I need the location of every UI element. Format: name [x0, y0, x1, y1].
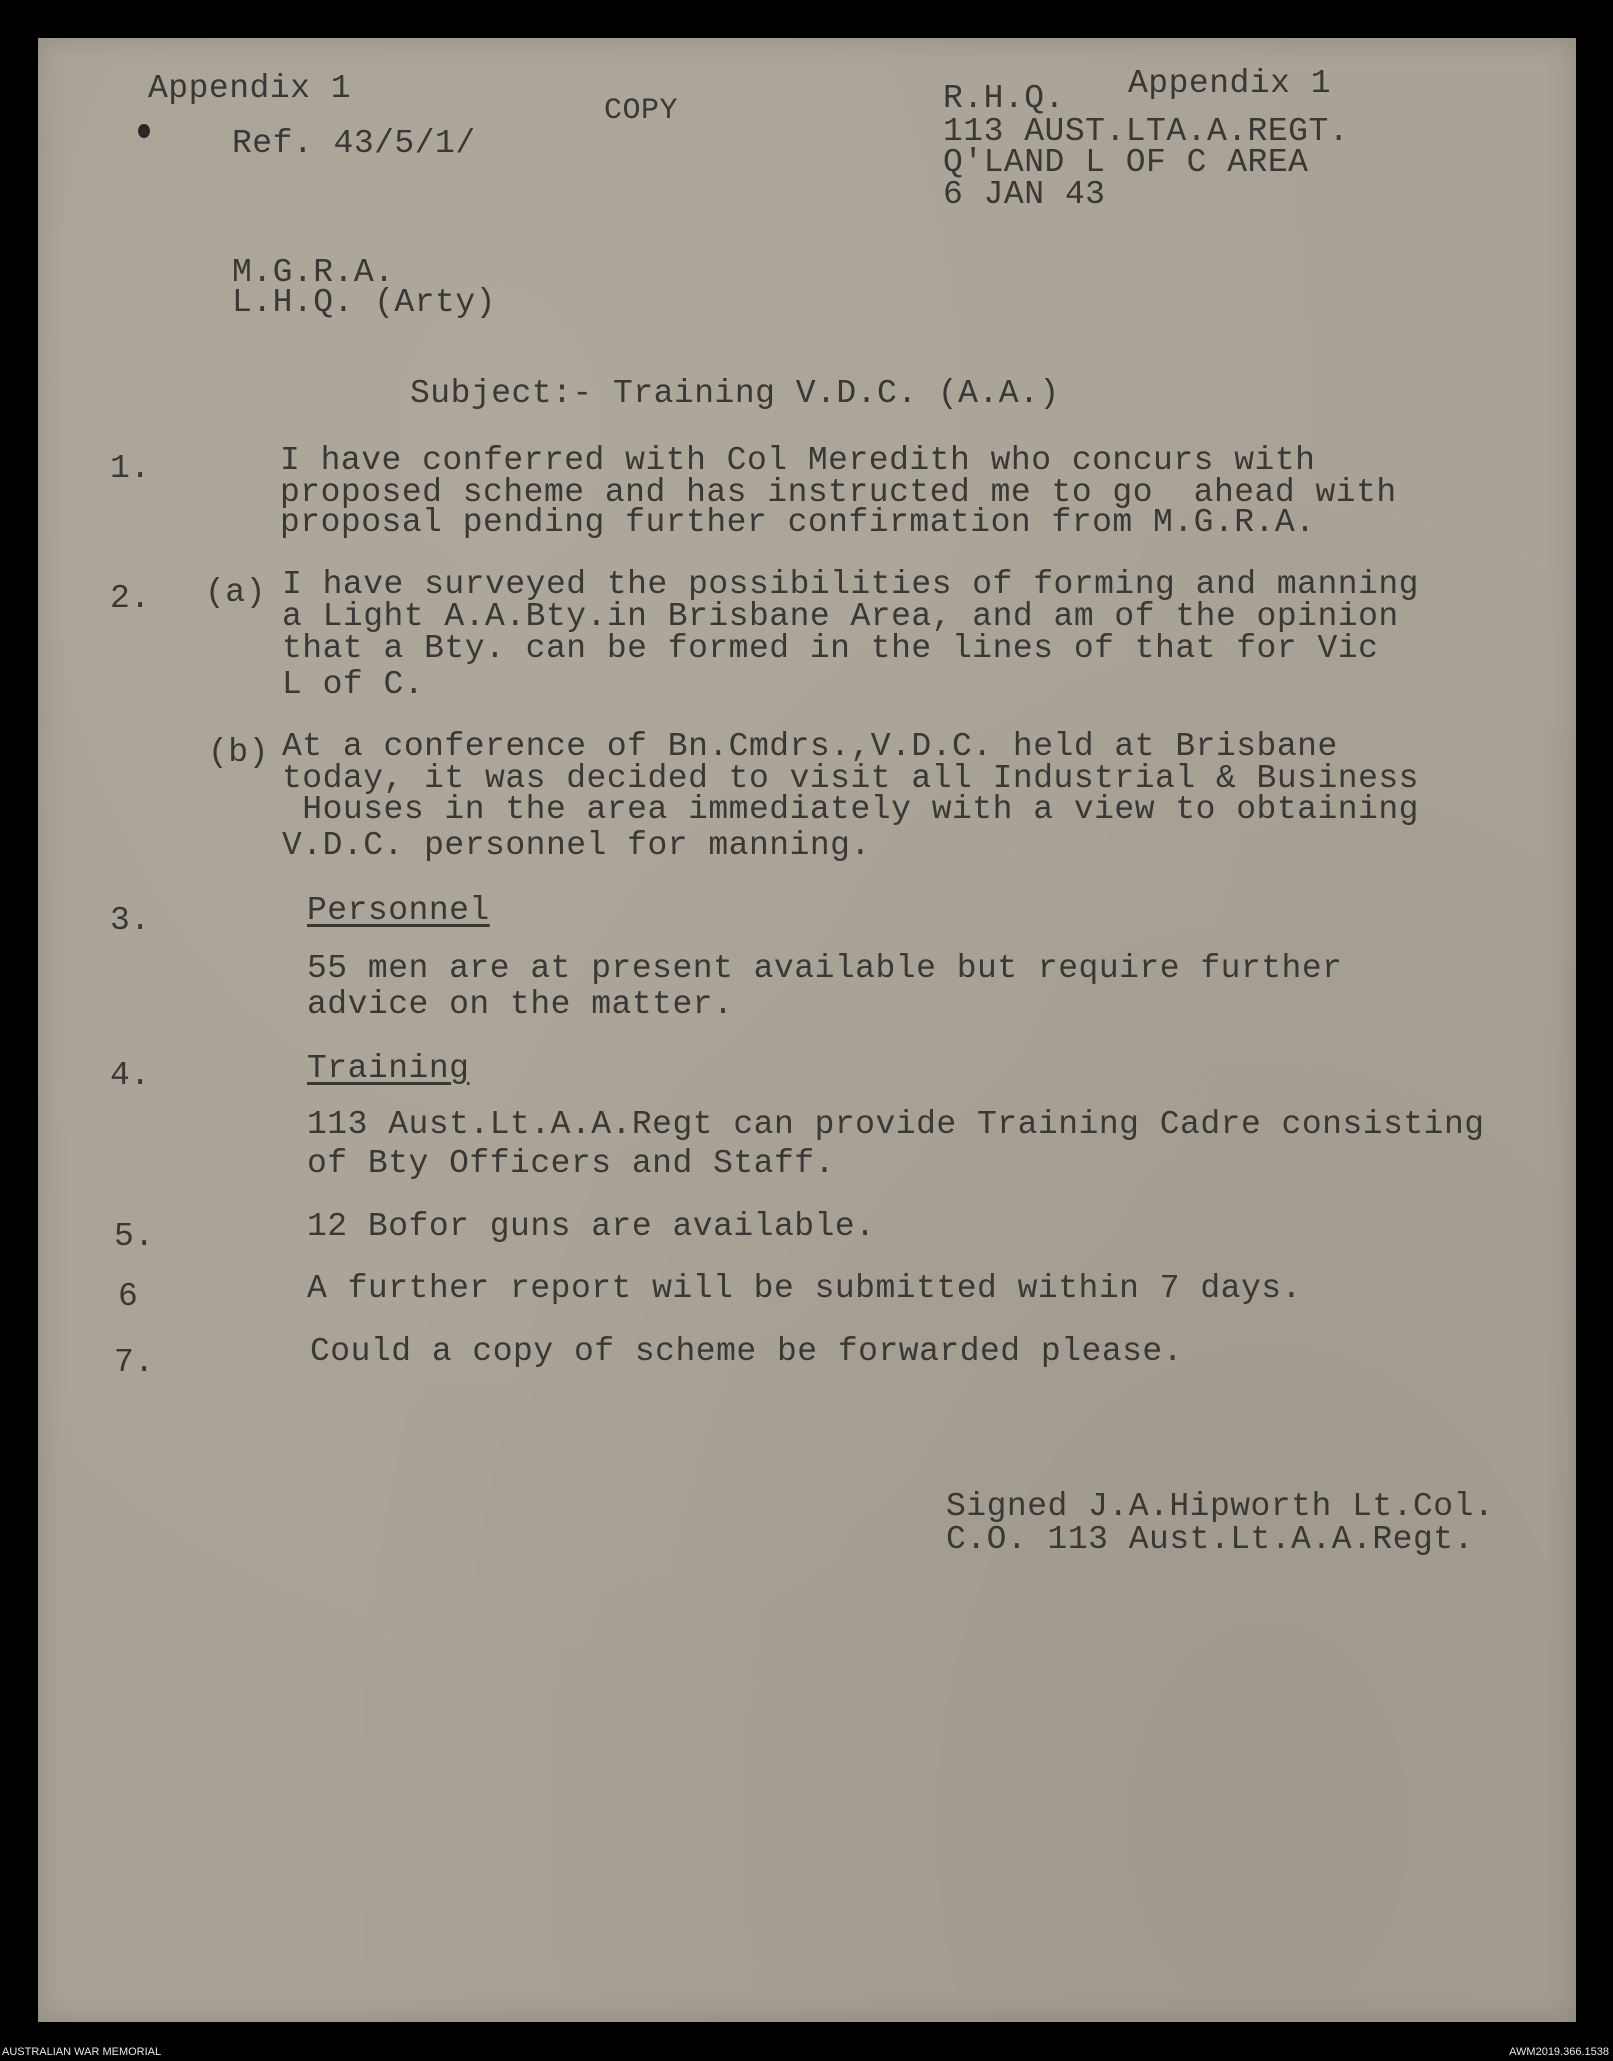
- paragraph-number: 2.: [110, 580, 151, 617]
- paragraph-line: I have surveyed the possibilities of forming and manning: [282, 566, 1419, 603]
- paragraph-line: I have conferred with Col Meredith who concurs with: [280, 442, 1316, 479]
- paragraph-line: a Light A.A.Bty.in Brisbane Area, and am of the opinion: [282, 598, 1399, 635]
- paragraph-line: proposal pending further confirmation from M.G.R.A.: [280, 504, 1316, 541]
- paragraph-line: At a conference of Bn.Cmdrs.,V.D.C. held at Brisbane: [282, 728, 1338, 765]
- paragraph-line: A further report will be submitted within 7 days.: [307, 1270, 1302, 1307]
- paragraph-number: 1.: [110, 450, 151, 487]
- paragraph-line: that a Bty. can be formed in the lines of that for Vic: [282, 630, 1379, 667]
- reference-number: Ref. 43/5/1/: [232, 125, 476, 162]
- copy-stamp: COPY: [604, 94, 679, 128]
- appendix-left: Appendix 1: [148, 70, 352, 107]
- section-heading-personnel: Personnel: [307, 892, 490, 929]
- archive-caption-right: AWM2019.366.1538: [1509, 2046, 1609, 2058]
- paragraph-line: L of C.: [282, 666, 425, 703]
- signature-line-1: Signed J.A.Hipworth Lt.Col.: [946, 1488, 1495, 1525]
- addressee-line-2: L.H.Q. (Arty): [232, 284, 496, 321]
- document-page: [38, 38, 1576, 2022]
- paragraph-line: Houses in the area immediately with a view to obtaining: [282, 791, 1419, 828]
- subject-line: Subject:- Training V.D.C. (A.A.): [410, 375, 1060, 412]
- subparagraph-label: (a): [205, 574, 266, 611]
- paragraph-line: of Bty Officers and Staff.: [307, 1145, 835, 1182]
- section-heading-training: Training: [307, 1050, 470, 1087]
- appendix-right: Appendix 1: [1128, 65, 1332, 102]
- unit-name: 113 AUST.LTA.A.REGT.: [943, 113, 1350, 150]
- document-date: 6 JAN 43: [943, 176, 1106, 213]
- paragraph-line: V.D.C. personnel for manning.: [282, 827, 871, 864]
- paragraph-line: 12 Bofor guns are available.: [307, 1208, 876, 1245]
- paragraph-number: 5.: [114, 1218, 155, 1255]
- paragraph-number: 4.: [110, 1057, 151, 1094]
- paragraph-line: 113 Aust.Lt.A.A.Regt can provide Training Cadre consisting: [307, 1106, 1485, 1143]
- paragraph-line: 55 men are at present available but require further: [307, 950, 1343, 987]
- paragraph-line: proposed scheme and has instructed me to go ahead with: [280, 474, 1397, 511]
- signature-line-2: C.O. 113 Aust.Lt.A.A.Regt.: [946, 1521, 1474, 1558]
- archive-caption-left: AUSTRALIAN WAR MEMORIAL: [2, 2046, 162, 2058]
- paragraph-line: today, it was decided to visit all Industrial & Business: [282, 760, 1419, 797]
- paragraph-number: 3.: [110, 902, 151, 939]
- ink-mark: [138, 124, 150, 138]
- paragraph-line: advice on the matter.: [307, 986, 734, 1023]
- area-name: Q'LAND L OF C AREA: [943, 144, 1309, 181]
- rhq-label: R.H.Q.: [943, 80, 1065, 117]
- paragraph-line: Could a copy of scheme be forwarded please.: [310, 1333, 1184, 1370]
- paragraph-number: 6: [118, 1278, 139, 1315]
- paragraph-number: 7.: [114, 1344, 155, 1381]
- addressee-line-1: M.G.R.A.: [232, 254, 395, 291]
- subparagraph-label: (b): [208, 734, 269, 771]
